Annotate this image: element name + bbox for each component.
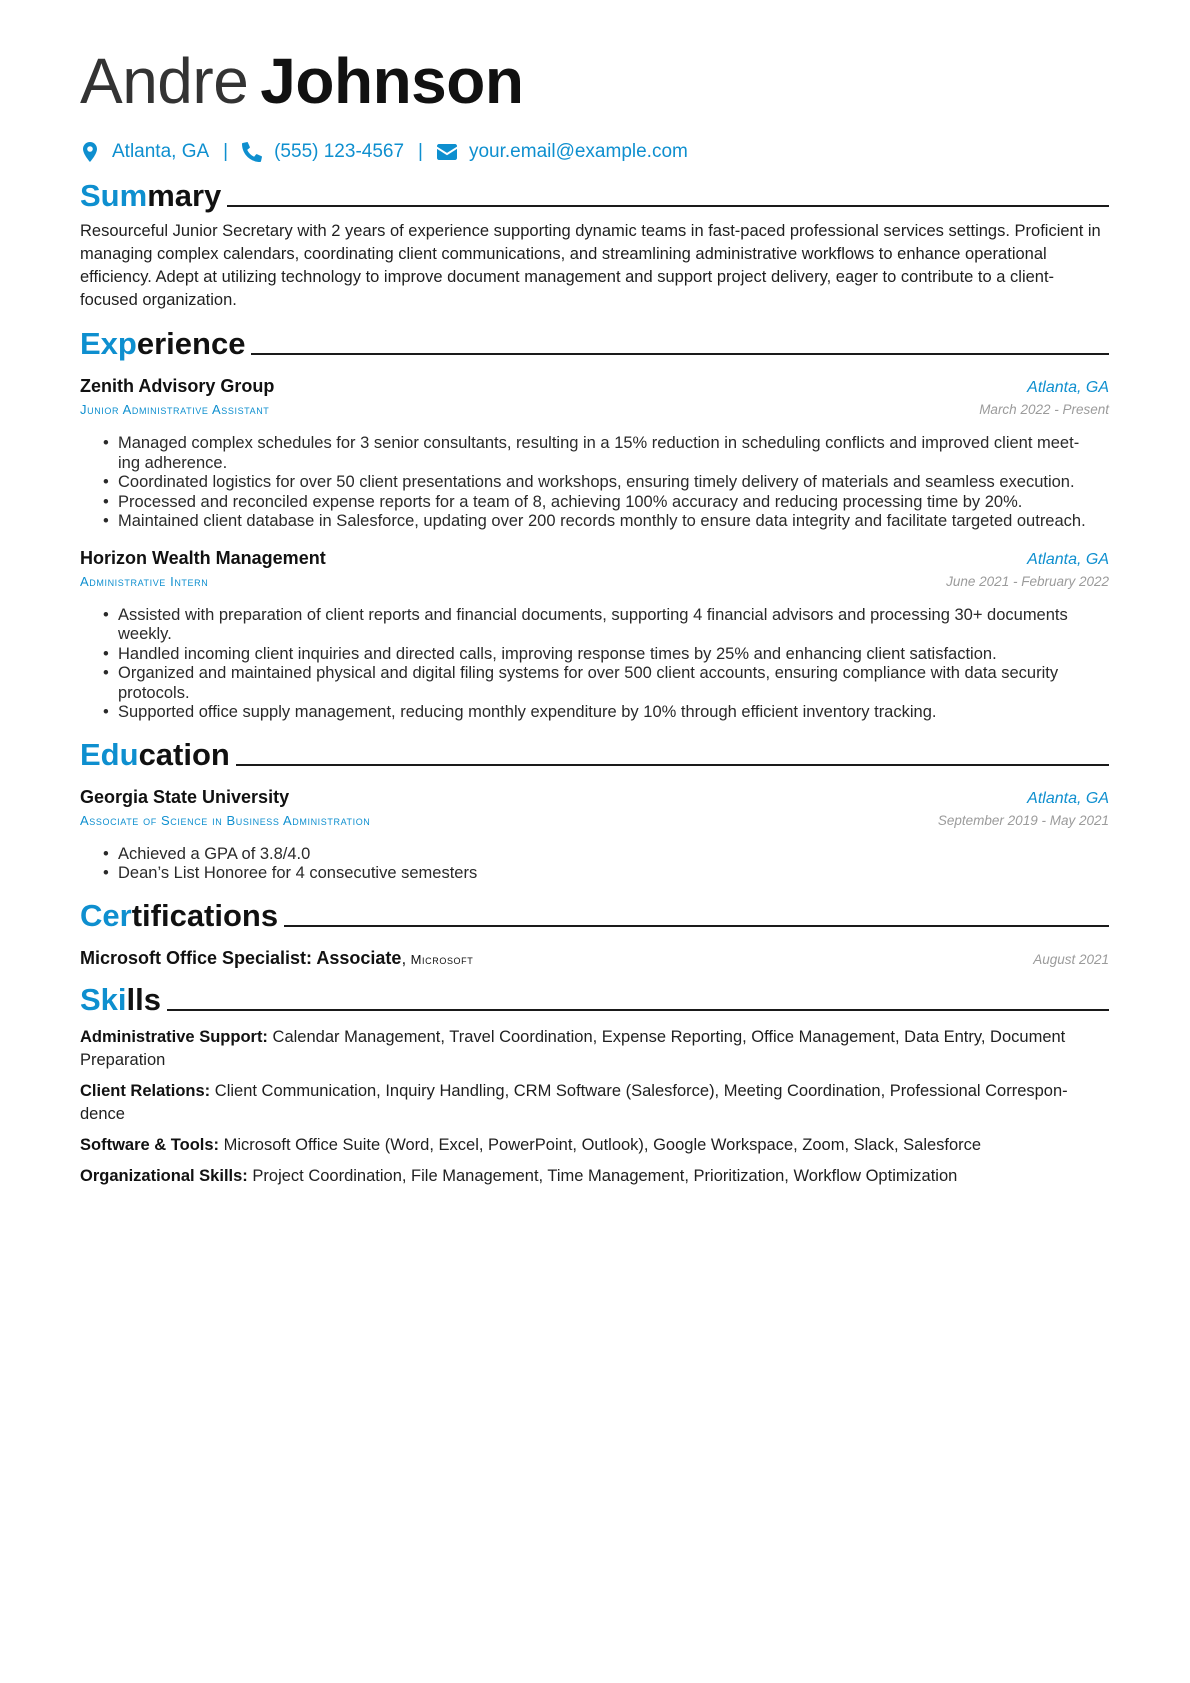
achievement-item: • Processed and reconciled expense reports for a team of 8, achieving 100% accuracy and reducing processing time by 20%. (118, 493, 1109, 513)
company-name: Horizon Wealth Management (80, 547, 326, 568)
skills-heading (80, 982, 1109, 1018)
last-name: Johnson (260, 45, 524, 117)
achievement-item: • Coordinated logistics for over 50 client presentations and workshops, ensuring timely delivery of materials and seamless execution. (118, 473, 1109, 493)
experience-heading (80, 326, 1109, 362)
achievement-item: • Maintained client database in Salesforce, updating over 200 records monthly to ensure data integrity and facilitate targeted outreach. (118, 512, 1109, 532)
achievement-item: • Organized and maintained physical and digital filing systems for over 500 client accounts, ensuring compliance with data security protocols. (118, 664, 1109, 703)
skill-group (80, 1080, 1109, 1126)
skill-group (80, 1026, 1109, 1072)
contact-email[interactable] (437, 141, 688, 163)
achievement-item: • Assisted with preparation of client reports and financial documents, supporting 4 financial advisors and processing 30+ documents weekly. (118, 606, 1109, 645)
experience-entry (80, 374, 1109, 532)
map-pin-icon (80, 141, 100, 163)
skill-group-items: Project Coordination, File Management, Time Management, Prioritization, Workflow Optimization (252, 1166, 958, 1185)
contact-phone[interactable] (242, 141, 404, 163)
skill-group-label: Administrative Support: (80, 1027, 268, 1046)
section-title (80, 737, 230, 773)
certifications-heading (80, 898, 1109, 934)
skill-group-items: Client Communication, Inquiry Handling, CRM Software (Salesforce), Meeting Coordination, Professional Correspon-dence (80, 1081, 1068, 1123)
skill-group-label: Organizational Skills: (80, 1166, 248, 1185)
certification-issuer: Microsoft (410, 951, 474, 967)
title-accent: Cer (80, 897, 132, 933)
education-entry (80, 785, 1109, 884)
email-link: your.email@example.com (468, 141, 688, 162)
job-dates: March 2022 - Present (979, 402, 1109, 417)
skill-group (80, 1134, 1109, 1157)
school-location: Atlanta, GA (1027, 789, 1109, 807)
contact-separator: | (418, 141, 423, 162)
title-rest: cation (138, 736, 230, 772)
section-divider (284, 925, 1109, 927)
highlight-item: • Achieved a GPA of 3.8/4.0 (118, 845, 1109, 865)
title-accent: Ski (80, 981, 127, 1017)
job-title: Administrative Intern (80, 573, 209, 589)
title-accent: Edu (80, 736, 139, 772)
job-location: Atlanta, GA (1027, 550, 1109, 568)
section-title (80, 326, 245, 362)
degree: Associate of Science in Business Administration (80, 812, 371, 828)
title-accent: Sum (80, 178, 148, 213)
title-rest: tifications (131, 897, 279, 933)
contact-location (80, 141, 209, 163)
achievement-item: • Supported office supply management, reducing monthly expenditure by 10% through efficient inventory tracking. (118, 703, 1109, 723)
title-rest: lls (126, 981, 161, 1017)
skill-group-items: Calendar Management, Travel Coordination, Expense Reporting, Office Management, Data Entry, Document Preparation (80, 1027, 1066, 1069)
phone-icon (242, 141, 262, 163)
skill-group-label: Software & Tools: (80, 1135, 220, 1154)
location-text: Atlanta, GA (112, 141, 210, 162)
education-highlights (80, 845, 1109, 884)
skill-group-items: Microsoft Office Suite (Word, Excel, PowerPoint, Outlook), Google Workspace, Zoom, Slack, Salesforce (223, 1135, 982, 1154)
candidate-name (80, 42, 1109, 120)
school-name: Georgia State University (80, 786, 290, 807)
job-location: Atlanta, GA (1027, 379, 1109, 396)
section-title (80, 898, 278, 934)
achievement-list (80, 606, 1109, 723)
education-dates: September 2019 - May 2021 (937, 812, 1109, 828)
contact-separator: | (223, 141, 229, 162)
achievement-list (80, 434, 1109, 532)
experience-entry (80, 546, 1109, 723)
section-divider (227, 205, 1109, 207)
title-rest: erience (136, 326, 246, 361)
title-accent: Exp (80, 326, 137, 361)
title-rest: mary (147, 178, 222, 213)
job-dates: June 2021 - February 2022 (946, 573, 1109, 589)
summary-text: Resourceful Junior Secretary with 2 years of experience supporting dynamic teams in fast-paced professional services settings. Proficient in managing complex calendars, coordinating client communications, and streamlining administrative workflows to enhance operational efficiency. Adept at utilizing technology to improve document management and support project delivery, eager to contribute to a client-focused organization. (80, 222, 1101, 309)
certification-comma: , (401, 948, 407, 968)
skill-group (80, 1165, 1109, 1188)
section-divider (167, 1009, 1109, 1011)
highlight-item: • Dean’s List Honoree for 4 consecutive semesters (118, 864, 1109, 884)
section-divider (251, 353, 1109, 355)
job-title: Junior Administrative Assistant (80, 402, 270, 417)
certification-name: Microsoft Office Specialist: Associate (80, 947, 402, 968)
section-divider (236, 764, 1109, 766)
section-title (80, 178, 221, 214)
certification-date: August 2021 (1033, 951, 1109, 967)
contact-bar (80, 138, 1109, 166)
phone-text: (555) 123-4567 (274, 141, 405, 162)
company-name: Zenith Advisory Group (80, 376, 275, 396)
summary-heading (80, 178, 1109, 214)
education-heading (80, 737, 1109, 773)
achievement-item: • Handled incoming client inquiries and directed calls, improving response times by 25% and enhancing client satisfaction. (118, 645, 1109, 665)
achievement-item: • Managed complex schedules for 3 senior consultants, resulting in a 15% reduction in scheduling conflicts and improved client meet-ing adherence. (118, 434, 1109, 473)
certification-entry (80, 948, 1109, 970)
section-title (80, 982, 161, 1018)
certification-title (80, 948, 473, 969)
skill-group-label: Client Relations: (80, 1081, 211, 1100)
first-name: Andre (80, 45, 249, 117)
envelope-icon (437, 141, 457, 163)
